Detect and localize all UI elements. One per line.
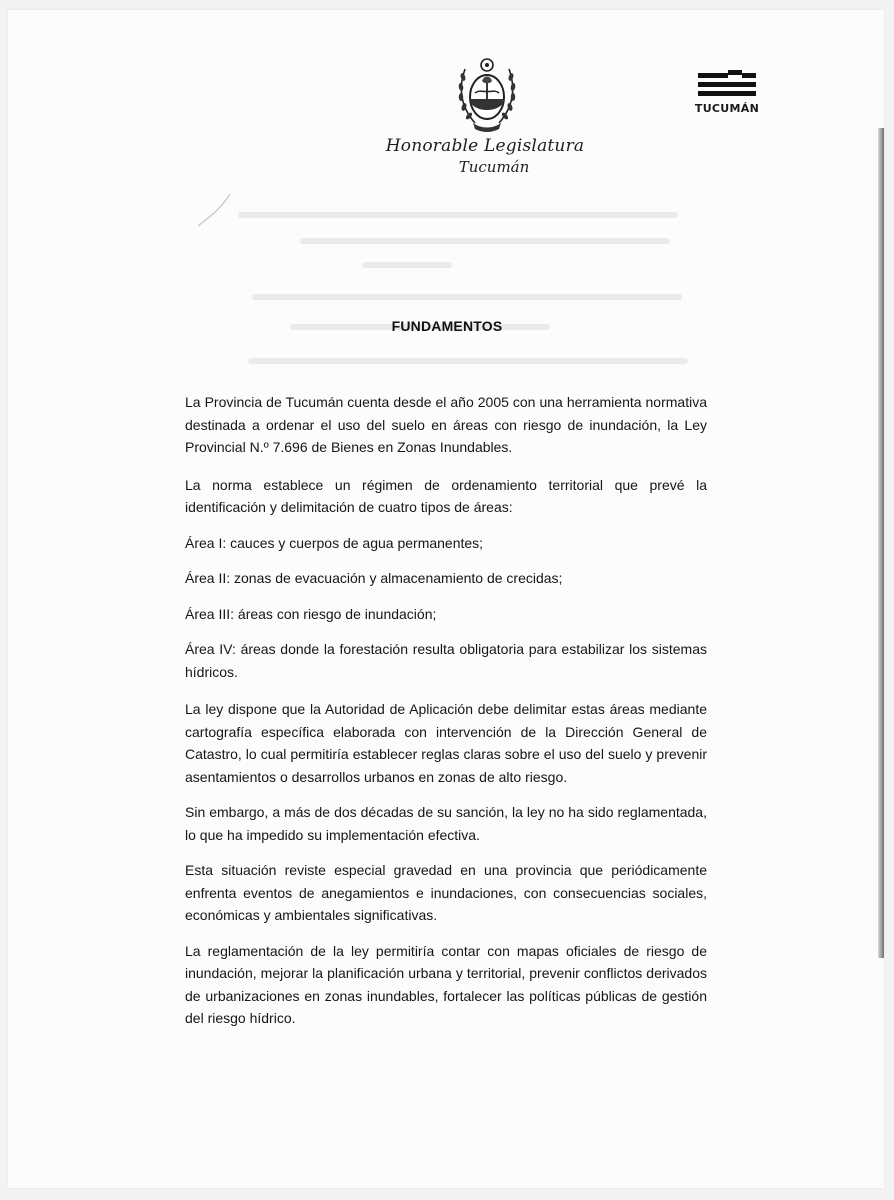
paragraph: La Provincia de Tucumán cuenta desde el año 2005 con una herramienta normativa destinada a ordenar el uso del suelo en áreas con riesgo de inundación, la Ley Provincial N.º 7.696 de Bienes en Zonas Inundables. [185, 394, 707, 455]
legislature-line2: Tucumán [458, 158, 530, 176]
list-item: Área I: cauces y cuerpos de agua permanentes; [185, 534, 484, 551]
page-edge-shadow [878, 128, 884, 958]
legislature-line1: Honorable Legislatura [385, 136, 585, 156]
pen-mark [190, 190, 240, 270]
paragraph: Sin embargo, a más de dos décadas de su sanción, la ley no ha sido reglamentada, lo que ha impedido su implementación efectiva. [185, 804, 707, 843]
bleed-through-line [248, 358, 688, 364]
bleed-through-line [300, 238, 670, 244]
legislature-signature [370, 136, 600, 176]
paragraph: La reglamentación de la ley permitiría contar con mapas oficiales de riesgo de inundación, mejorar la planificación urbana y territorial, prevenir conflictos derivados de urbanizaciones en zonas inundables, fortalecer las políticas públicas de gestión del riesgo hídrico. [185, 942, 707, 1026]
list-item: Área III: áreas con riesgo de inundación; [185, 605, 437, 622]
bleed-through-line [238, 212, 678, 218]
coat-of-arms-icon [455, 55, 519, 135]
tucuman-brand-logo [692, 70, 762, 115]
list-item: Área IV: áreas donde la forestación resulta obligatoria para estabilizar los sistemas hídricos. [185, 641, 707, 680]
list-item: Área II: zonas de evacuación y almacenamiento de crecidas; [185, 570, 563, 586]
paragraph: La ley dispone que la Autoridad de Aplicación debe delimitar estas áreas mediante cartografía específica elaborada con intervención de la Dirección General de Catastro, lo cual permitiría establecer reglas claras sobre el uso del suelo y prevenir asentamientos o desarrollos urbanos en zonas de alto riesgo. [185, 701, 707, 785]
document-title: FUNDAMENTOS [391, 318, 503, 334]
document-body [185, 391, 707, 1030]
bleed-through-line [252, 294, 682, 300]
bleed-through-line [362, 262, 452, 268]
brand-text: TUCUMÁN [694, 102, 760, 115]
paragraph: La norma establece un régimen de ordenamiento territorial que prevé la identificación y delimitación de cuatro tipos de áreas: [185, 476, 707, 515]
tucuman-logo-icon [698, 70, 756, 98]
paragraph: Esta situación reviste especial gravedad en una provincia que periódicamente enfrenta eventos de anegamientos e inundaciones, con consecuencias sociales, económicas y ambientales significativas. [185, 862, 707, 923]
